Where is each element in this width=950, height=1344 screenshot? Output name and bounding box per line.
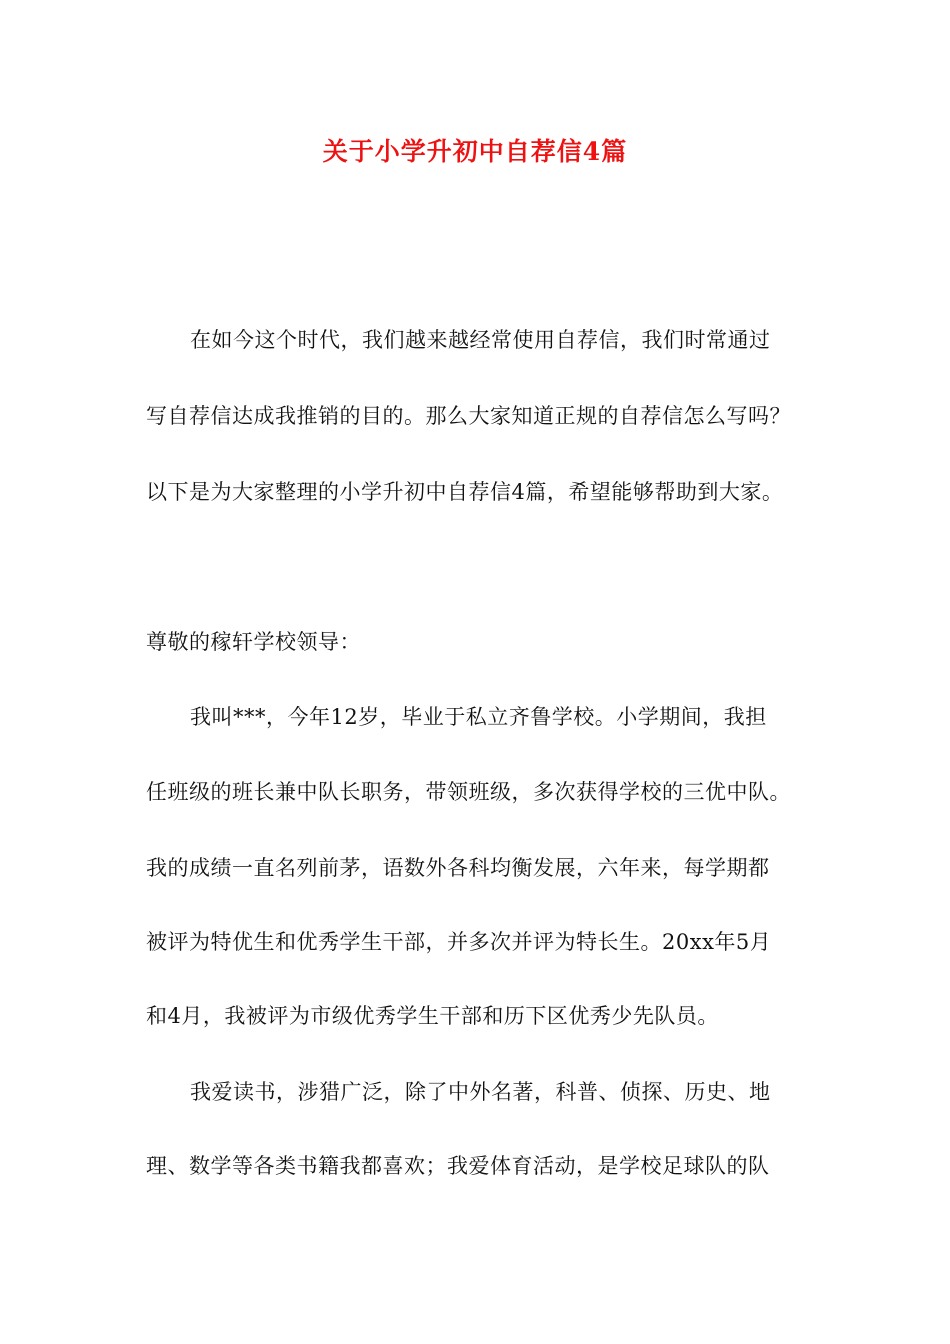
- paragraph2-line-1: 我爱读书，涉猎广泛，除了中外名著，科普、侦探、历史、地: [190, 1080, 771, 1104]
- paragraph2-line-2: 理、数学等各类书籍我都喜欢；我爱体育活动，是学校足球队的队: [146, 1154, 770, 1178]
- paragraph1-line-5: 和4月，我被评为市级优秀学生干部和历下区优秀少先队员。: [146, 1004, 719, 1028]
- paragraph1-line-1: 我叫***，今年12岁，毕业于私立齐鲁学校。小学期间，我担: [190, 705, 767, 729]
- paragraph1-line-4: 被评为特优生和优秀学生干部，并多次并评为特长生。20xx年5月: [146, 930, 772, 954]
- intro-line-1: 在如今这个时代，我们越来越经常使用自荐信，我们时常通过: [190, 328, 771, 352]
- intro-line-3: 以下是为大家整理的小学升初中自荐信4篇，希望能够帮助到大家。: [146, 480, 784, 504]
- intro-line-2: 写自荐信达成我推销的目的。那么大家知道正规的自荐信怎么写吗？: [146, 404, 791, 428]
- paragraph1-line-3: 我的成绩一直名列前茅，语数外各科均衡发展，六年来，每学期都: [146, 856, 770, 880]
- document-title: 关于小学升初中自荐信4篇: [322, 137, 628, 166]
- paragraph1-line-2: 任班级的班长兼中队长职务，带领班级，多次获得学校的三优中队。: [146, 780, 791, 804]
- salutation: 尊敬的稼轩学校领导：: [146, 630, 361, 654]
